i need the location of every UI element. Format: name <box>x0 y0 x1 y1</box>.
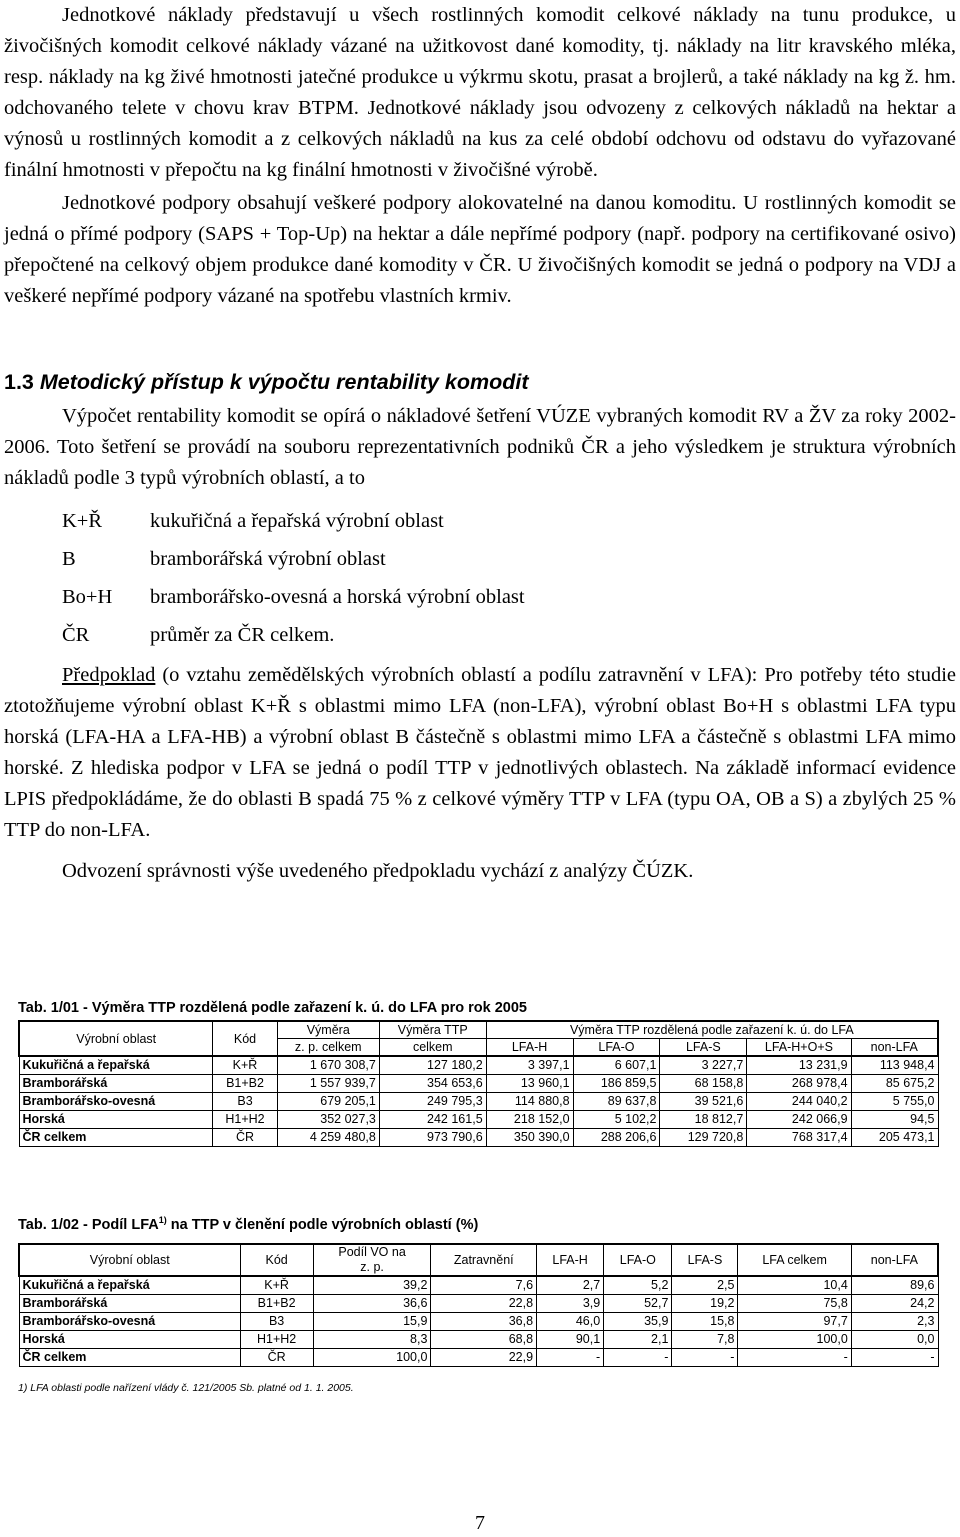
table-cell: 13 960,1 <box>486 1075 573 1093</box>
table-row <box>19 1331 938 1349</box>
col-header-code: Kód <box>240 1244 313 1276</box>
col-header-lfa-o: LFA-O <box>573 1039 660 1057</box>
col-header-lfa-group: Výměra TTP rozdělená podle zařazení k. ú. do LFA <box>486 1021 938 1039</box>
row-code: ČR <box>240 1349 313 1367</box>
table-cell: 242 066,9 <box>747 1111 851 1129</box>
table-cell: 186 859,5 <box>573 1075 660 1093</box>
table-ttp-area <box>18 1020 939 1147</box>
col-header-lfa-h: LFA-H <box>537 1244 604 1276</box>
table-cell: 352 027,3 <box>277 1111 379 1129</box>
definition-value: průměr za ČR celkem. <box>150 623 335 646</box>
row-code: B3 <box>240 1313 313 1331</box>
row-region-name: Kukuřičná a řepařská <box>19 1276 240 1295</box>
table-cell: 3 397,1 <box>486 1056 573 1075</box>
table-cell: 89,6 <box>851 1276 938 1295</box>
table-cell: 39 521,6 <box>660 1093 747 1111</box>
table-row <box>19 1075 938 1093</box>
table-cell: 244 040,2 <box>747 1093 851 1111</box>
col-header-non-lfa: non-LFA <box>851 1039 938 1057</box>
table-cell: 2,1 <box>604 1331 672 1349</box>
table-cell: 114 880,8 <box>486 1093 573 1111</box>
table-cell: 679 205,1 <box>277 1093 379 1111</box>
row-region-name: Kukuřičná a řepařská <box>19 1056 213 1075</box>
row-region-name: Bramborářsko-ovesná <box>19 1093 213 1111</box>
col-header-region: Výrobní oblast <box>19 1244 240 1276</box>
definition-value: bramborářsko-ovesná a horská výrobní oblast <box>150 585 525 608</box>
region-definition-list <box>62 502 956 654</box>
col-header-region: Výrobní oblast <box>19 1021 213 1056</box>
table-cell: 354 653,6 <box>379 1075 486 1093</box>
table-row <box>19 1093 938 1111</box>
table-cell: 7,8 <box>672 1331 738 1349</box>
row-region-name: Bramborářská <box>19 1295 240 1313</box>
col-header-lfa-hos: LFA-H+O+S <box>747 1039 851 1057</box>
definition-row <box>62 616 956 654</box>
table-cell: 46,0 <box>537 1313 604 1331</box>
table-cell: 15,8 <box>672 1313 738 1331</box>
table-cell: 129 720,8 <box>660 1129 747 1147</box>
table-cell: 68,8 <box>431 1331 537 1349</box>
table-cell: 97,7 <box>738 1313 851 1331</box>
definition-key: B <box>62 547 76 570</box>
row-region-name: Horská <box>19 1331 240 1349</box>
table-cell: 5 102,2 <box>573 1111 660 1129</box>
paragraph-method: Výpočet rentability komodit se opírá o nákladové šetření VÚZE vybraných komodit RV a ŽV za roky 2002-2006. Toto šetření se provádí na souboru reprezentativních podniků ČR a jeho výsledkem je struktura výrobních nákladů podle 3 typů výrobních oblastí, a to <box>4 405 956 489</box>
definition-key: Bo+H <box>62 585 113 608</box>
col-header-ttp-top: Výměra TTP <box>379 1021 486 1039</box>
definition-value: kukuřičná a řepařská výrobní oblast <box>150 509 444 532</box>
table-cell: 4 259 480,8 <box>277 1129 379 1147</box>
table-cell: 15,9 <box>313 1313 431 1331</box>
document-page <box>4 0 956 887</box>
table-cell: 39,2 <box>313 1276 431 1295</box>
definition-row <box>62 540 956 578</box>
section-number: 1.3 <box>4 370 34 394</box>
paragraph-unit-supports: Jednotkové podpory obsahují veškeré podpory alokovatelné na danou komoditu. U rostlinných komodit se jedná o přímé podpory (SAPS + Top-Up) na hektar a dále nepřímé podpory (např. podpory na certifikované osivo) přepočtené na celkový objem produkce dané komodity v ČR. U živočišných komodit se jedná o podpory na VDJ a veškeré nepřímé podpory vázané na spotřebu vlastních krmiv. <box>4 192 956 307</box>
table-row <box>19 1349 938 1367</box>
table-cell: 24,2 <box>851 1295 938 1313</box>
table-cell: 973 790,6 <box>379 1129 486 1147</box>
table-cell: - <box>604 1349 672 1367</box>
table-cell: 5,2 <box>604 1276 672 1295</box>
table-row <box>19 1295 938 1313</box>
table-cell: 36,6 <box>313 1295 431 1313</box>
table-cell: 19,2 <box>672 1295 738 1313</box>
definition-row <box>62 578 956 616</box>
definition-value: bramborářská výrobní oblast <box>150 547 386 570</box>
assumption-text: (o vztahu zemědělských výrobních oblastí a podílu zatravnění v LFA): Pro potřeby této studie ztotožňujeme výrobní oblast K+Ř s oblastmi mimo LFA (non-LFA), výrobní oblast Bo+H s oblastmi LFA typu horská (LFA-HA a LFA-HB) a výrobní oblast B částečně s oblastmi mimo LFA a částečně s oblastmi LFA mimo horské. Z hlediska podpor v LFA se jedná o podíl TTP v jednotlivých oblastech. Na základě informací evidence LPIS předpokládáme, že do oblasti B spadá 75 % z celkové výměry TTP v LFA (typu OA, OB a S) a zbylých 25 % TTP do non-LFA. <box>4 664 956 841</box>
row-code: B1+B2 <box>240 1295 313 1313</box>
definition-row <box>62 502 956 540</box>
row-code: H1+H2 <box>240 1331 313 1349</box>
row-code: B3 <box>213 1093 277 1111</box>
table1-body <box>19 1056 938 1147</box>
table-row <box>19 1111 938 1129</box>
col-header-area-top: Výměra <box>277 1021 379 1039</box>
table-cell: 2,5 <box>672 1276 738 1295</box>
col-header-lfa-h: LFA-H <box>486 1039 573 1057</box>
table-cell: 90,1 <box>537 1331 604 1349</box>
table-cell: 2,3 <box>851 1313 938 1331</box>
table-row <box>19 1313 938 1331</box>
col-header-vo-share-top: Podíl VO na <box>338 1245 406 1259</box>
table-cell: 218 152,0 <box>486 1111 573 1129</box>
table-row <box>19 1276 938 1295</box>
col-header-non-lfa: non-LFA <box>851 1244 938 1276</box>
table2-title <box>18 1215 478 1233</box>
table-cell: 75,8 <box>738 1295 851 1313</box>
row-region-name: Bramborářská <box>19 1075 213 1093</box>
table-cell: 100,0 <box>738 1331 851 1349</box>
paragraph-assumption <box>4 660 956 846</box>
row-code: H1+H2 <box>213 1111 277 1129</box>
table-cell: 350 390,0 <box>486 1129 573 1147</box>
table-cell: 18 812,7 <box>660 1111 747 1129</box>
definition-key: K+Ř <box>62 509 103 532</box>
col-header-vo-share <box>313 1244 431 1276</box>
table2-body <box>19 1276 938 1367</box>
row-code: K+Ř <box>213 1056 277 1075</box>
definition-key: ČR <box>62 623 90 646</box>
section-title: Metodický přístup k výpočtu rentability komodit <box>39 370 529 394</box>
table-cell: 36,8 <box>431 1313 537 1331</box>
table-cell: 68 158,8 <box>660 1075 747 1093</box>
row-code: B1+B2 <box>213 1075 277 1093</box>
table-cell: 89 637,8 <box>573 1093 660 1111</box>
table-cell: 22,8 <box>431 1295 537 1313</box>
table-cell: 3 227,7 <box>660 1056 747 1075</box>
table-cell: - <box>672 1349 738 1367</box>
table-cell: 6 607,1 <box>573 1056 660 1075</box>
col-header-lfa-total: LFA celkem <box>738 1244 851 1276</box>
row-region-name: ČR celkem <box>19 1129 213 1147</box>
col-header-grassland: Zatravnění <box>431 1244 537 1276</box>
col-header-lfa-o: LFA-O <box>604 1244 672 1276</box>
table-cell: 10,4 <box>738 1276 851 1295</box>
table-cell: 94,5 <box>851 1111 938 1129</box>
col-header-area-bottom: z. p. celkem <box>277 1039 379 1057</box>
table-row <box>19 1056 938 1075</box>
table2-title-footnote-ref: 1) <box>158 1215 167 1225</box>
paragraph-derivation: Odvození správnosti výše uvedeného předpokladu vychází z analýzy ČÚZK. <box>62 860 694 882</box>
table2-footnote: 1) LFA oblasti podle nařízení vlády č. 121/2005 Sb. platné od 1. 1. 2005. <box>18 1382 354 1394</box>
table-cell: 5 755,0 <box>851 1093 938 1111</box>
table-cell: 288 206,6 <box>573 1129 660 1147</box>
table-cell: 85 675,2 <box>851 1075 938 1093</box>
table-cell: - <box>537 1349 604 1367</box>
col-header-ttp-bottom: celkem <box>379 1039 486 1057</box>
table-cell: 268 978,4 <box>747 1075 851 1093</box>
col-header-vo-share-bottom: z. p. <box>360 1260 384 1274</box>
table1-title: Tab. 1/01 - Výměra TTP rozdělená podle zařazení k. ú. do LFA pro rok 2005 <box>18 1000 527 1016</box>
table-cell: 1 557 939,7 <box>277 1075 379 1093</box>
table-cell: 768 317,4 <box>747 1129 851 1147</box>
table-cell: 242 161,5 <box>379 1111 486 1129</box>
table2-title-rest: na TTP v členění podle výrobních oblastí (%) <box>166 1216 479 1233</box>
table-cell: 249 795,3 <box>379 1093 486 1111</box>
table-cell: 3,9 <box>537 1295 604 1313</box>
row-region-name: Bramborářsko-ovesná <box>19 1313 240 1331</box>
table-cell: 127 180,2 <box>379 1056 486 1075</box>
table-cell: 7,6 <box>431 1276 537 1295</box>
col-header-lfa-s: LFA-S <box>672 1244 738 1276</box>
table-cell: 13 231,9 <box>747 1056 851 1075</box>
table-row <box>19 1129 938 1147</box>
row-region-name: Horská <box>19 1111 213 1129</box>
table-cell: - <box>738 1349 851 1367</box>
col-header-code: Kód <box>213 1021 277 1056</box>
table-cell: 2,7 <box>537 1276 604 1295</box>
row-code: K+Ř <box>240 1276 313 1295</box>
table-cell: 205 473,1 <box>851 1129 938 1147</box>
assumption-label: Předpoklad <box>62 664 156 686</box>
table-cell: - <box>851 1349 938 1367</box>
table-cell: 100,0 <box>313 1349 431 1367</box>
section-heading <box>4 367 956 397</box>
row-code: ČR <box>213 1129 277 1147</box>
table-cell: 8,3 <box>313 1331 431 1349</box>
table-cell: 52,7 <box>604 1295 672 1313</box>
table-cell: 113 948,4 <box>851 1056 938 1075</box>
table-cell: 0,0 <box>851 1331 938 1349</box>
col-header-lfa-s: LFA-S <box>660 1039 747 1057</box>
table-cell: 22,9 <box>431 1349 537 1367</box>
table-lfa-share <box>18 1243 939 1367</box>
paragraph-unit-costs: Jednotkové náklady představují u všech rostlinných komodit celkové náklady na tunu produkce, u živočišných komodit celkové náklady vázané na užitkovost dané komodity, tj. náklady na litr kravského mléka, resp. náklady na kg živé hmotnosti jatečné produkce u výkrmu skotu, prasat a brojlerů, a také náklady na kg ž. hm. odchovaného telete v chovu krav BTPM. Jednotkové náklady jsou odvozeny z celkových nákladů na hektar a výnosů u rostlinných komodit a z celkových nákladů na kus za celé období odchovu od odstavu do vyřazované finální hmotnosti v přepočtu na kg finální hmotnosti v živočišné výrobě. <box>4 4 956 181</box>
table-cell: 1 670 308,7 <box>277 1056 379 1075</box>
row-region-name: ČR celkem <box>19 1349 240 1367</box>
table-cell: 35,9 <box>604 1313 672 1331</box>
page-number: 7 <box>475 1512 485 1534</box>
table2-title-main: Tab. 1/02 - Podíl LFA <box>18 1216 159 1233</box>
